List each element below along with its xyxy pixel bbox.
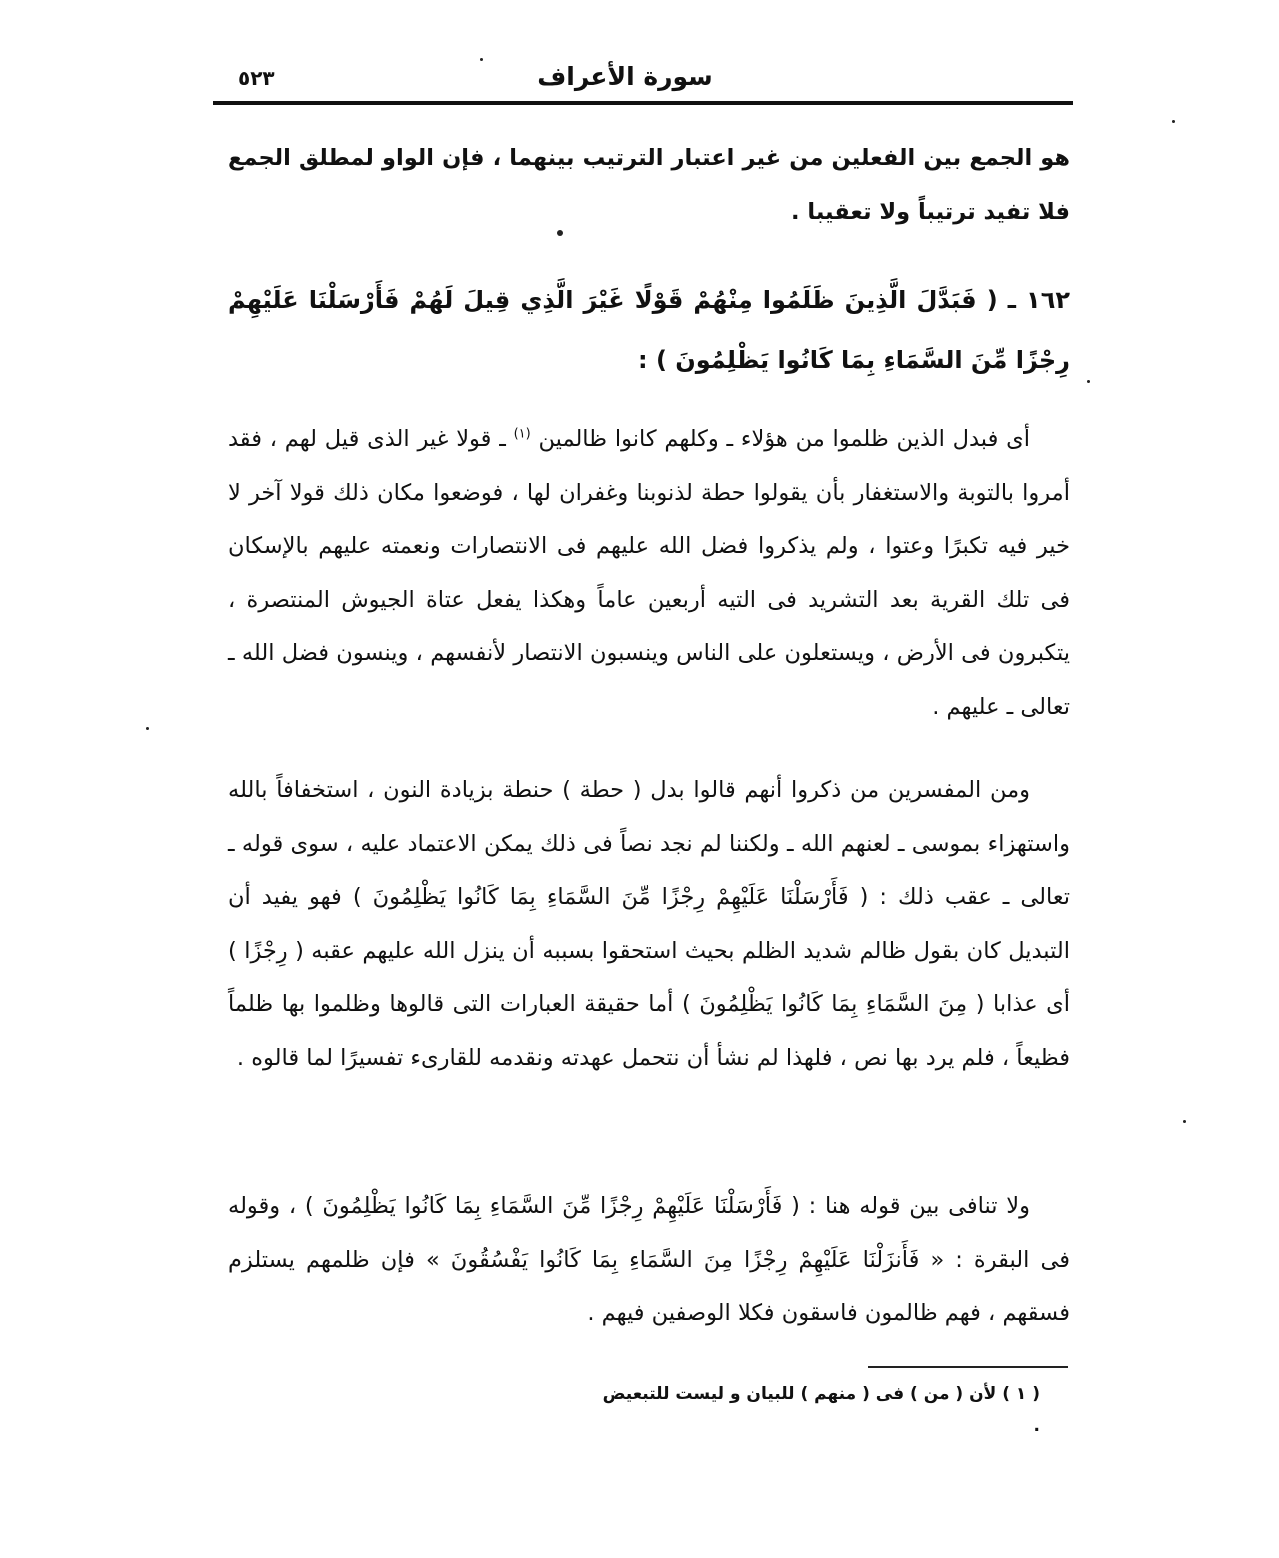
paragraph-explanation [228, 413, 1070, 738]
paragraph-explanation-start: أى فبدل الذين ظلموا من هؤلاء ـ وكلهم كانوا ظالمين [538, 426, 1030, 452]
footnote: ( ١ ) لأن ( من ) فى ( منهم ) للبيان و ليست للتبعيض . [602, 1384, 1040, 1436]
scan-speck [146, 727, 149, 730]
page-number: ٥٢٣ [238, 66, 275, 90]
scan-speck [1172, 120, 1175, 123]
scan-speck [480, 58, 483, 61]
header-rule [213, 101, 1073, 105]
paragraph-intro: هو الجمع بين الفعلين من غير اعتبار الترتيب بينهما ، فإن الواو لمطلق الجمع فلا تفيد ترتيباً ولا تعقيبا . [228, 145, 1070, 225]
footnote-rule [868, 1366, 1068, 1368]
paragraph-no-contradiction: ولا تنافى بين قوله هنا : ( فَأَرْسَلْنَا عَلَيْهِمْ رِجْزًا مِّنَ السَّمَاءِ بِمَا كَانُوا يَظْلِمُونَ ) ، وقوله فى البقرة : « فَأَنزَلْنَا عَلَيْهِمْ رِجْزًا مِنَ السَّمَاءِ بِمَا كَانُوا يَفْسُقُونَ » فإن ظلمهم يستلزم فسقهم ، فهم ظالمون فاسقون فكلا الوصفين فيهم . [228, 1193, 1070, 1326]
paragraph-commentators: ومن المفسرين من ذكروا أنهم قالوا بدل ( حطة ) حنطة بزيادة النون ، استخفافاً بالله واستهزاء بموسى ـ لعنهم الله ـ ولكننا لم نجد نصاً فى ذلك يمكن الاعتماد عليه ، سوى قوله ـ تعالى ـ عقب ذلك : ( فَأَرْسَلْنَا عَلَيْهِمْ رِجْزًا مِّنَ السَّمَاءِ بِمَا كَانُوا يَظْلِمُونَ ) فهو يفيد أن التبديل كان بقول ظالم شديد الظلم بحيث استحقوا بسببه أن ينزل الله عليهم عقبه ( رِجْزًا ) أى عذابا ( مِنَ السَّمَاءِ بِمَا كَانُوا يَظْلِمُونَ ) أما حقيقة العبارات التى قالوها وظلموا بها ظلماً فظيعاً ، فلم يرد بها نص ، فلهذا لم نشأ أن نتحمل عهدته ونقدمه للقارىء تفسيرًا لما قالوه . [228, 777, 1070, 1071]
scan-speck [1183, 1120, 1186, 1123]
scan-speck [557, 230, 563, 236]
footnote-marker: (١) [513, 426, 531, 442]
verse-162: ١٦٢ ـ ( فَبَدَّلَ الَّذِينَ ظَلَمُوا مِنْهُمْ قَوْلًا غَيْرَ الَّذِي قِيلَ لَهُمْ فَأَرْسَلْنَا عَلَيْهِمْ رِجْزًا مِّنَ السَّمَاءِ بِمَا كَانُوا يَظْلِمُونَ ) : [228, 286, 1070, 374]
running-title: سورة الأعراف [537, 62, 713, 91]
scan-speck [1087, 380, 1090, 383]
paragraph-explanation-rest: ـ قولا غير الذى قيل لهم ، فقد أمروا بالتوبة والاستغفار بأن يقولوا حطة لذنوبنا وغفران لها ، فوضعوا مكان ذلك قولا آخر لا خير فيه تكبرًا وعتوا ، ولم يذكروا فضل الله عليهم فى الانتصارات ونعمته عليهم بالإسكان فى تلك القرية بعد التشريد فى التيه أربعين عاماً وهكذا يفعل عتاة الجيوش المنتصرة ، يتكبرون فى الأرض ، ويستعلون على الناس وينسبون الانتصار لأنفسهم ، وينسون فضل الله ـ تعالى ـ عليهم . [228, 426, 1070, 720]
